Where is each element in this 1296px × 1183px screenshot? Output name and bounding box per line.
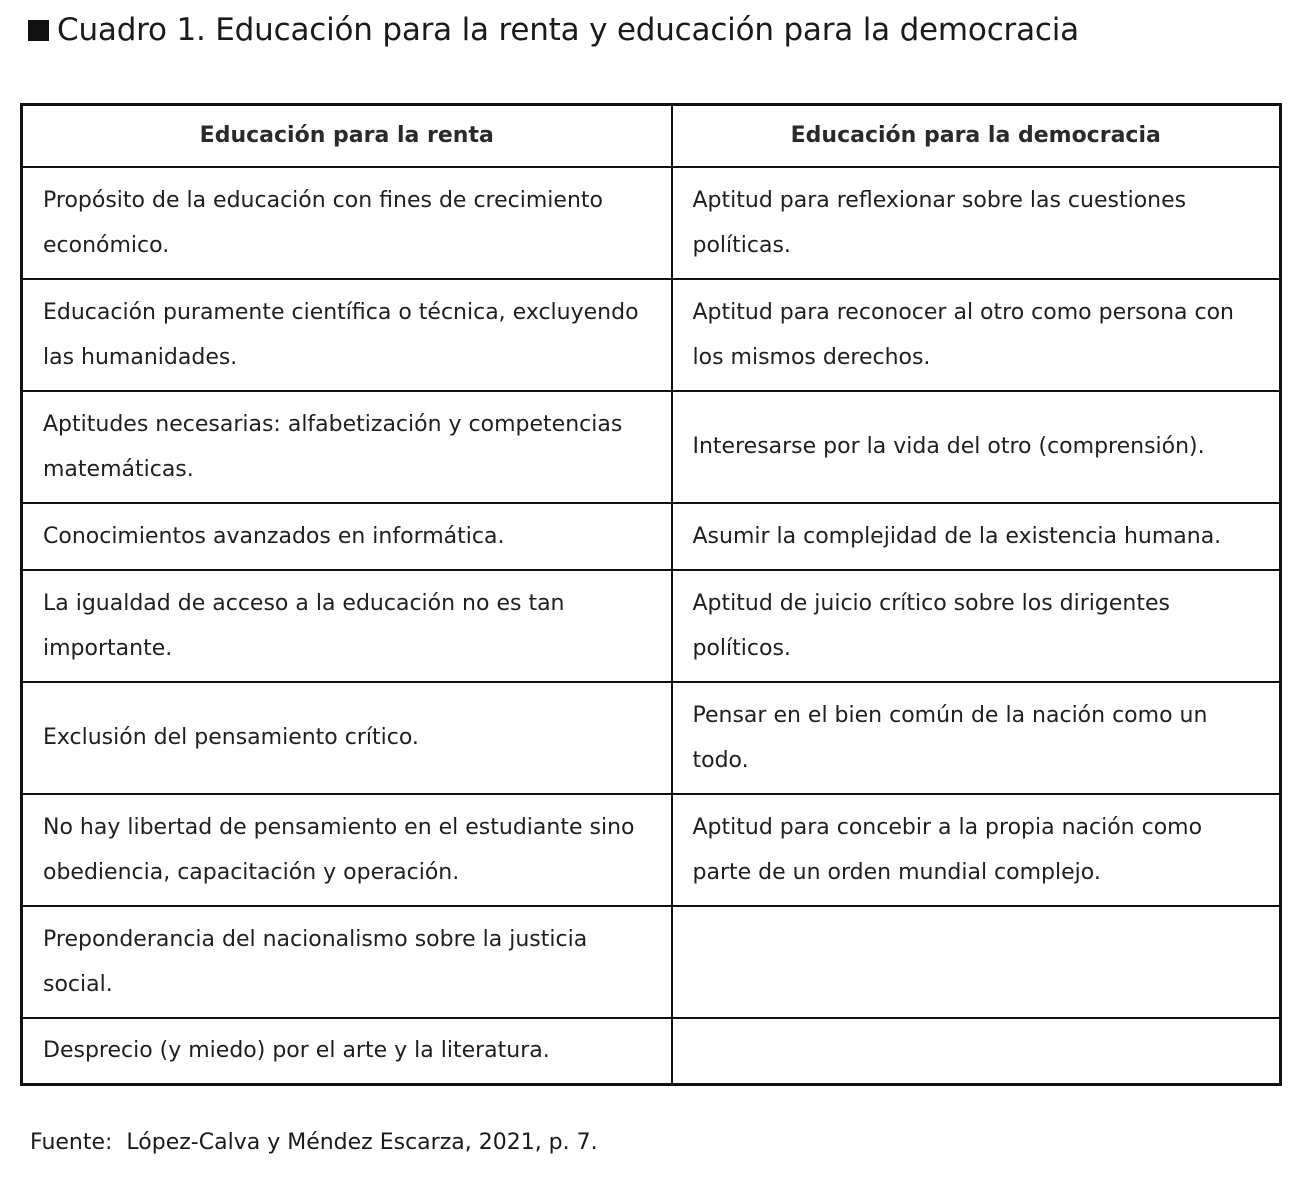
table-row xyxy=(22,279,1281,391)
cell-democracy: Aptitud de juicio crítico sobre los dirigentes políticos. xyxy=(672,570,1281,682)
cell-income: Desprecio (y miedo) por el arte y la literatura. xyxy=(22,1018,672,1085)
table-row xyxy=(22,570,1281,682)
comparison-table xyxy=(20,103,1282,1086)
cell-income: Propósito de la educación con fines de crecimiento económico. xyxy=(22,167,672,279)
table-header-row xyxy=(22,105,1281,167)
table-row xyxy=(22,1018,1281,1085)
cell-income: Aptitudes necesarias: alfabetización y competencias matemáticas. xyxy=(22,391,672,503)
cell-democracy: Aptitud para reflexionar sobre las cuestiones políticas. xyxy=(672,167,1281,279)
header-education-income: Educación para la renta xyxy=(22,105,672,167)
table-caption xyxy=(28,10,1079,50)
table-row xyxy=(22,391,1281,503)
source-note: Fuente: López-Calva y Méndez Escarza, 2021, p. 7. xyxy=(30,1130,598,1155)
cell-income: Educación puramente científica o técnica, excluyendo las humanidades. xyxy=(22,279,672,391)
cell-income: Conocimientos avanzados en informática. xyxy=(22,503,672,570)
cell-income: No hay libertad de pensamiento en el estudiante sino obediencia, capacitación y operación. xyxy=(22,794,672,906)
table-row xyxy=(22,682,1281,794)
table-row xyxy=(22,503,1281,570)
square-bullet-icon xyxy=(28,20,49,41)
cell-democracy: Aptitud para concebir a la propia nación como parte de un orden mundial complejo. xyxy=(672,794,1281,906)
caption-text: Cuadro 1. Educación para la renta y educación para la democracia xyxy=(57,12,1079,48)
cell-democracy: Pensar en el bien común de la nación como un todo. xyxy=(672,682,1281,794)
cell-democracy-empty xyxy=(672,906,1281,1018)
table-row xyxy=(22,794,1281,906)
cell-income: Preponderancia del nacionalismo sobre la justicia social. xyxy=(22,906,672,1018)
cell-democracy: Aptitud para reconocer al otro como persona con los mismos derechos. xyxy=(672,279,1281,391)
cell-democracy: Interesarse por la vida del otro (comprensión). xyxy=(672,391,1281,503)
cell-democracy: Asumir la complejidad de la existencia humana. xyxy=(672,503,1281,570)
cell-democracy-empty xyxy=(672,1018,1281,1085)
table-row xyxy=(22,167,1281,279)
cell-income: Exclusión del pensamiento crítico. xyxy=(22,682,672,794)
header-education-democracy: Educación para la democracia xyxy=(672,105,1281,167)
table-row xyxy=(22,906,1281,1018)
cell-income: La igualdad de acceso a la educación no es tan importante. xyxy=(22,570,672,682)
